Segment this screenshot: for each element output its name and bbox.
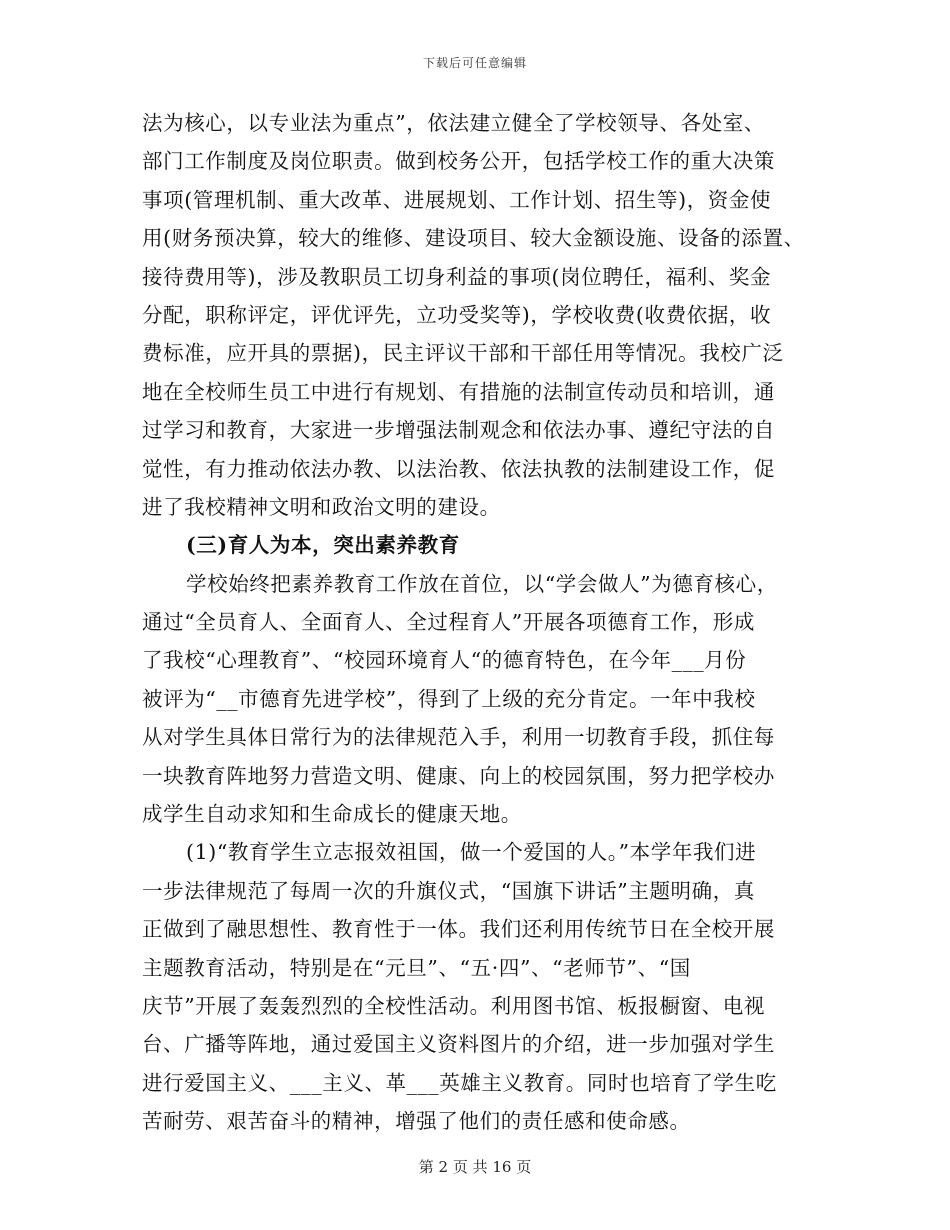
body-text-line: 苦耐劳、艰苦奋斗的精神，增强了他们的责任感和使命感。 xyxy=(142,1109,691,1134)
body-text-line: 一步法律规范了每周一次的升旗仪式，“国旗下讲话”主题明确，真 xyxy=(142,878,755,903)
body-text-line: 部门工作制度及岗位职责。做到校务公开，包括学校工作的重大决策 xyxy=(142,149,775,174)
body-text-line: 费标准，应开具的票据)，民主评议干部和干部任用等情况。我校广泛 xyxy=(142,341,784,366)
body-text-line: 正做到了融思想性、教育性于一体。我们还利用传统节日在全校开展 xyxy=(142,917,775,942)
body-text-line: 台、广播等阵地，通过爱国主义资料图片的介绍，进一步加强对学生 xyxy=(142,1032,775,1057)
body-text-line: 通过“全员育人、全面育人、全过程育人”开展各项德育工作，形成 xyxy=(142,610,755,635)
body-text-line: 进了我校精神文明和政治文明的建设。 xyxy=(142,494,501,519)
body-text-line: 法为核心，以专业法为重点”，依法建立健全了学校领导、各处室、 xyxy=(142,111,765,135)
section-heading: (三)育人为本，突出素养教育 xyxy=(186,533,460,558)
body-text-line: 觉性，有力推动依法办教、以法治教、依法执教的法制建设工作，促 xyxy=(142,456,775,481)
body-text-line: 了我校“心理教育”、“校园环境育人“的德育特色，在今年___月份 xyxy=(142,648,747,673)
body-text-line: 主题教育活动，特别是在“元旦”、“五·四”、“老师节”、“国 xyxy=(142,955,691,980)
body-text-line: 过学习和教育，大家进一步增强法制观念和依法办事、遵纪守法的自 xyxy=(142,418,775,443)
body-text-line: 用(财务预决算，较大的维修、建设项目、较大金额设施、设备的添置、 xyxy=(142,226,805,251)
body-text-line: 一块教育阵地努力营造文明、健康、向上的校园氛围，努力把学校办 xyxy=(142,763,775,788)
body-text-line: 从对学生具体日常行为的法律规范入手，利用一切教育手段，抓住每 xyxy=(142,725,775,750)
page-header: 下载后可任意编辑 xyxy=(422,56,527,70)
body-text-line: 学校始终把素养教育工作放在首位，以“学会做人”为德育核心， xyxy=(186,571,778,596)
body-text-line: 被评为“__市德育先进学校”，得到了上级的充分肯定。一年中我校 xyxy=(142,686,756,711)
page-number: 第 2 页 共 16 页 xyxy=(418,1158,532,1176)
body-text-line: 分配，职称评定，评优评先，立功受奖等)，学校收费(收费依据，收 xyxy=(142,302,772,327)
body-text-line: 地在全校师生员工中进行有规划、有措施的法制宣传动员和培训，通 xyxy=(142,379,775,404)
body-text-line: 事项(管理机制、重大改革、进展规划、工作计划、招生等)，资金使 xyxy=(142,187,772,212)
body-text-line: (1)“教育学生立志报效祖国，做一个爱国的人。”本学年我们进 xyxy=(186,840,757,865)
body-text-line: 进行爱国主义、___主义、革___英雄主义教育。同时也培育了学生吃 xyxy=(142,1070,777,1095)
document-body xyxy=(142,104,822,1141)
body-text-line: 接待费用等)，涉及教职员工切身利益的事项(岗位聘任，福利、奖金 xyxy=(142,264,772,289)
body-text-line: 庆节”开展了轰轰烈烈的全校性活动。利用图书馆、板报橱窗、电视 xyxy=(142,993,765,1018)
body-text-line: 成学生自动求知和生命成长的健康天地。 xyxy=(142,802,522,827)
